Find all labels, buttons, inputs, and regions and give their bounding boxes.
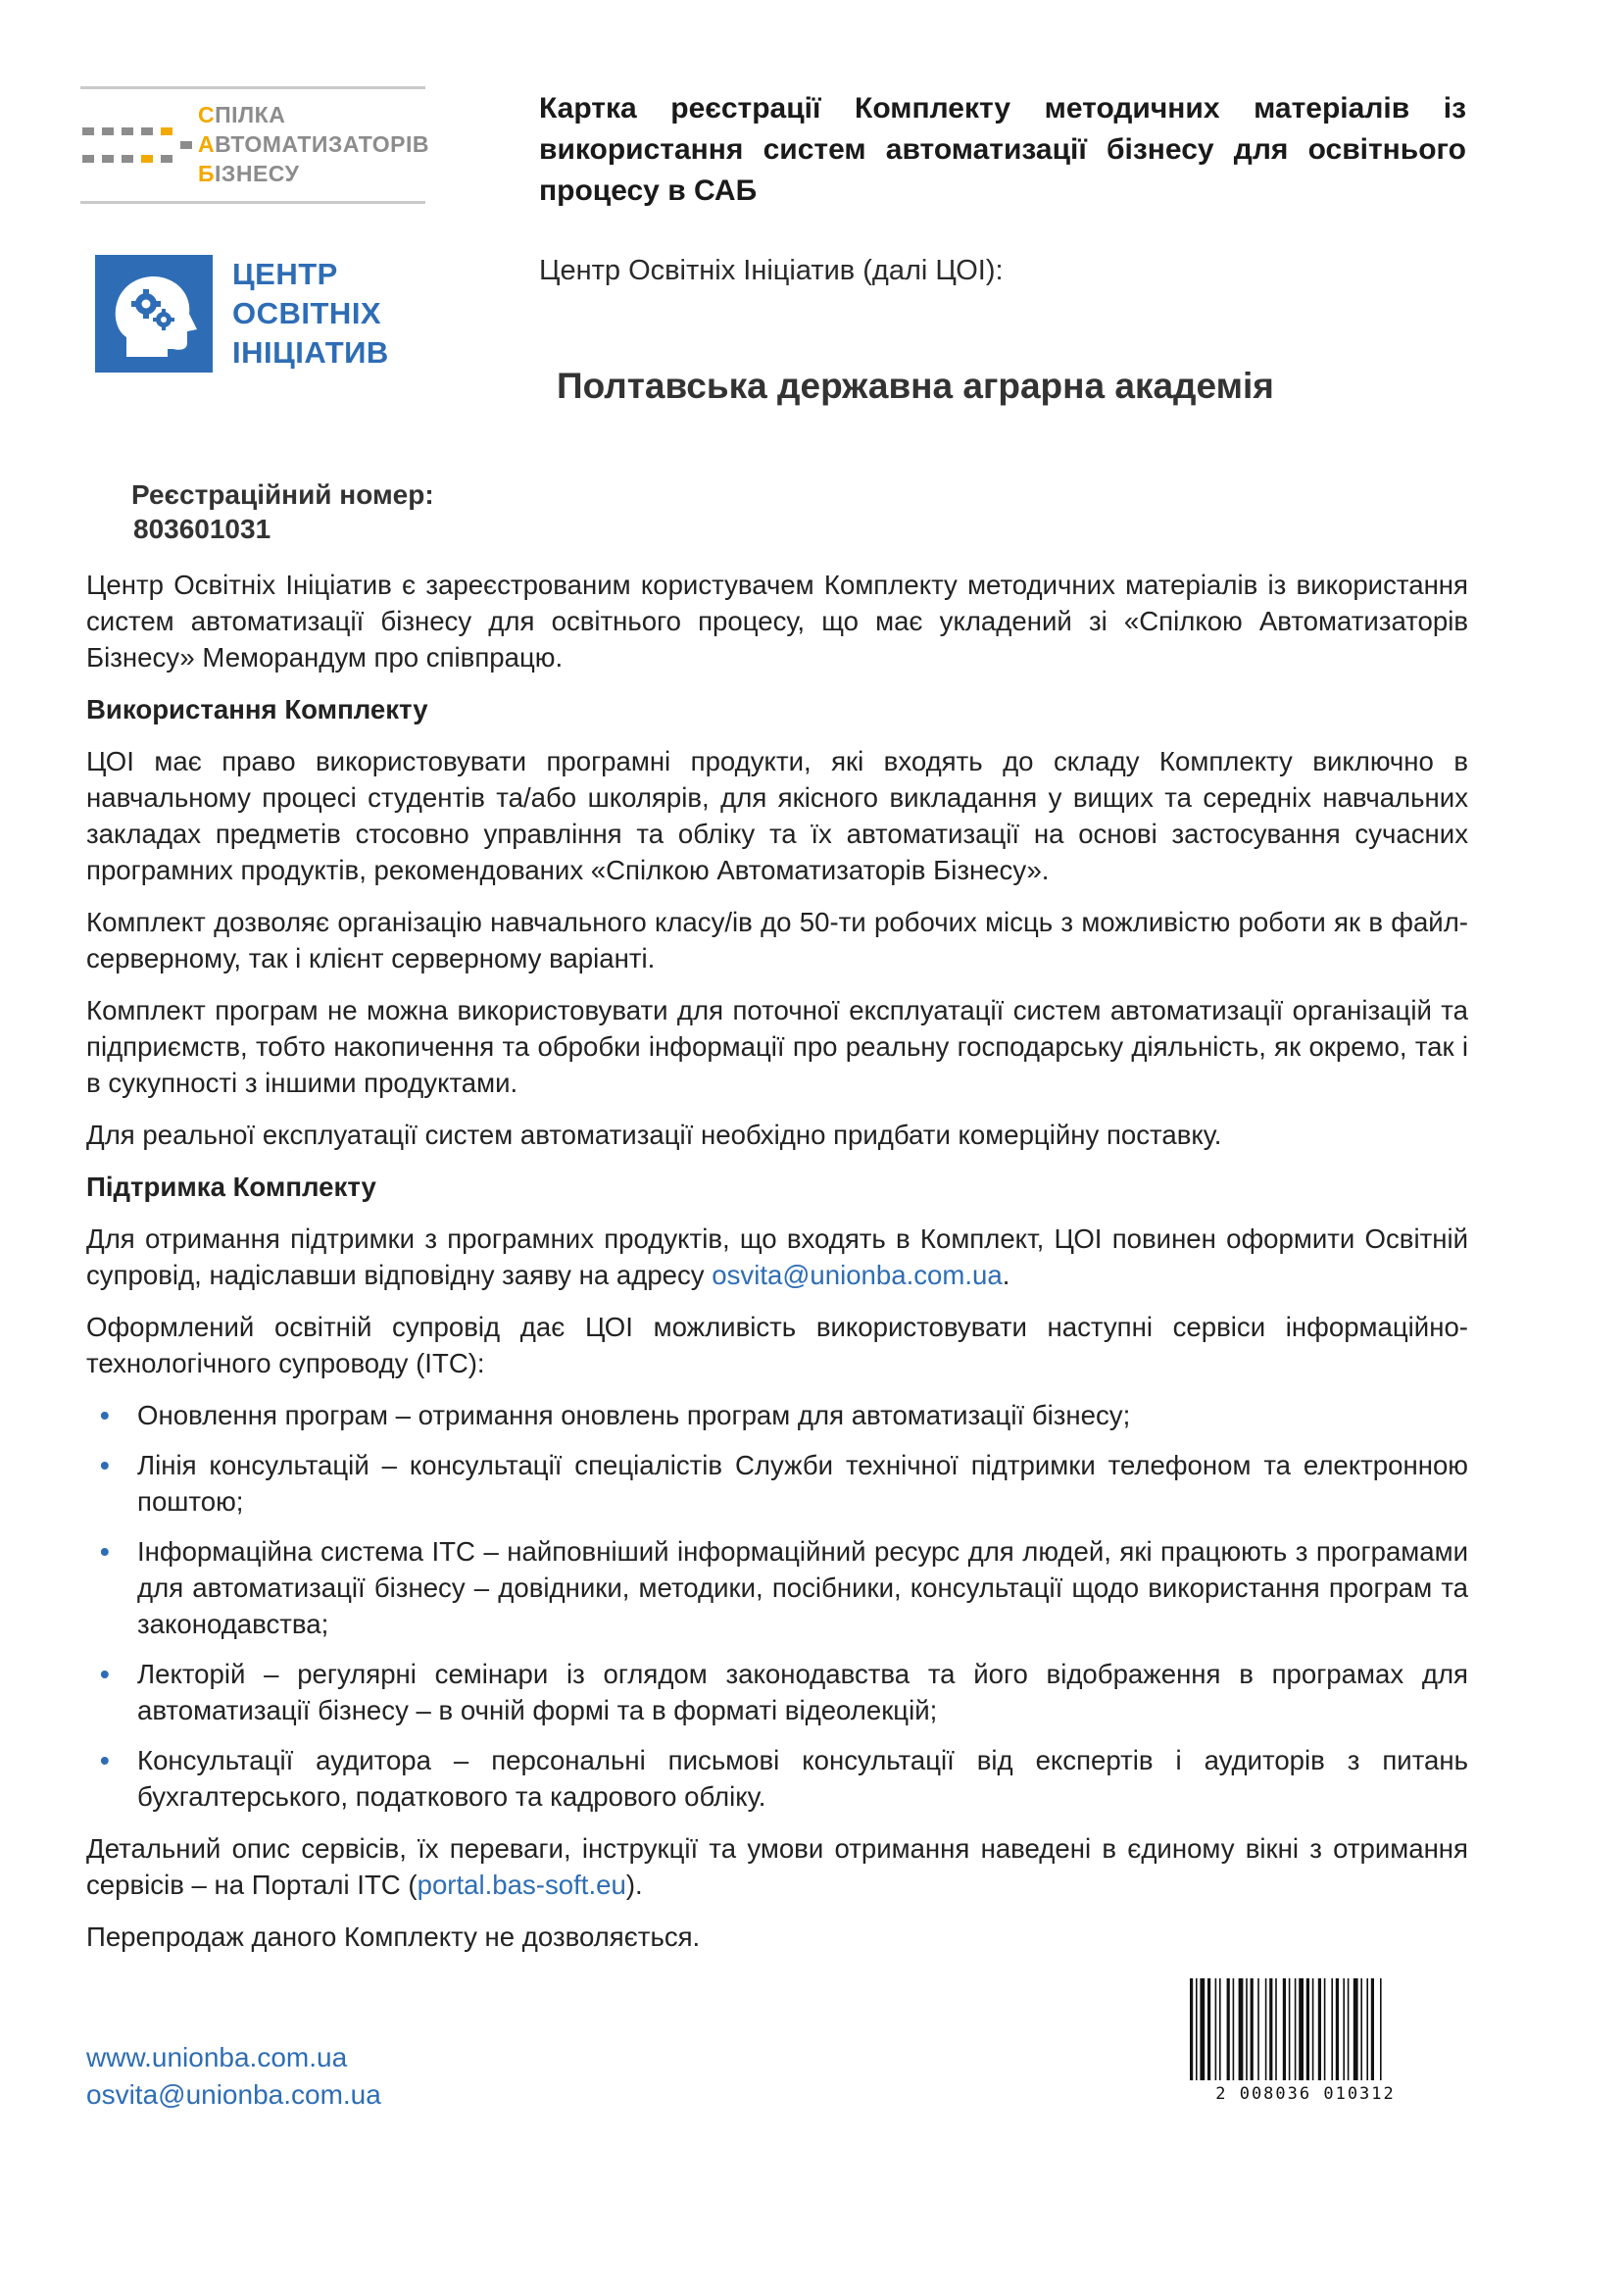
- support-heading: Підтримка Комплекту: [86, 1172, 376, 1202]
- bullet-icon: •: [100, 1450, 110, 1480]
- bullet-icon: •: [100, 1536, 110, 1567]
- list-item: • Консультації аудитора – персональні письмові консультації від експертів і аудиторів з питань бухгалтерського, податкового та кадрового обліку.: [86, 1742, 1468, 1815]
- website-link[interactable]: www.unionba.com.ua: [86, 2042, 348, 2072]
- barcode-bars: [1188, 1978, 1423, 2082]
- barcode: [1188, 1978, 1423, 2106]
- logo-divider: [80, 201, 425, 204]
- resale-notice: Перепродаж даного Комплекту не дозволяється.: [86, 1921, 701, 1952]
- portal-link[interactable]: portal.bas-soft.eu: [417, 1870, 626, 1900]
- email-link[interactable]: osvita@unionba.com.ua: [712, 1260, 1003, 1290]
- logo-dot: [102, 155, 114, 163]
- logo-divider: [80, 86, 425, 89]
- intro-paragraph: Центр Освітніх Ініціатив є зареєстрованим користувачем Комплекту методичних матеріалів із використання систем автоматизації бізнесу для освітнього процесу, що має укладений зі «Спілкою Автоматизаторів Бізнесу» Меморандум про співпрацю.: [86, 570, 1468, 673]
- services-list: [86, 1397, 1468, 1815]
- page-title: Картка реєстрації Комплекту методичних матеріалів із використання систем автоматизації бізнесу для освітнього процесу в САБ: [539, 92, 1466, 207]
- usage-paragraph: Для реальної експлуатації систем автоматизації необхідно придбати комерційну поставку.: [86, 1120, 1222, 1150]
- list-item: • Оновлення програм – отримання оновлень програм для автоматизації бізнесу;: [86, 1397, 1468, 1433]
- sab-logo: [80, 86, 430, 204]
- list-item: • Інформаційна система ІТС – найповніший інформаційний ресурс для людей, які працюють з програмами для автоматизації бізнесу – довідники, методики, посібники, консультації щодо використання програм та законодавства;: [86, 1533, 1468, 1642]
- usage-paragraph: Комплект дозволяє організацію навчального класу/ів до 50-ти робочих місць з можливістю роботи як в файл-серверному, так і клієнт серверному варіанті.: [86, 907, 1468, 973]
- document-body: [86, 567, 1468, 1971]
- details-paragraph: Детальний опис сервісів, їх переваги, інструкції та умови отримання наведені в єдиному вікні з отримання сервісів – на Порталі ІТС (portal.bas-soft.eu).: [86, 1833, 1468, 1900]
- coi-logo-text: ЦЕНТР ОСВІТНІХ ІНІЦІАТИВ: [232, 257, 389, 370]
- logo-dot: [161, 127, 172, 135]
- bullet-icon: •: [100, 1400, 110, 1430]
- coi-intro: Центр Освітніх Ініціатив (далі ЦОІ):: [539, 255, 1004, 286]
- sab-logo-text: СПІЛКА АВТОМАТИЗАТОРІВ БІЗНЕСУ: [198, 102, 430, 186]
- usage-paragraph: ЦОІ має право використовувати програмні продукти, які входять до складу Комплекту виключно в навчальному процесі студентів та/або школярів, для якісного викладання у вищих та середніх навчальних закладах предметів стосовно управління та обліку та їх автоматизації на основі застосування сучасних програмних продуктів, рекомендованих «Спілкою Автоматизаторів Бізнесу».: [86, 746, 1468, 885]
- footer-email-link[interactable]: osvita@unionba.com.ua: [86, 2079, 381, 2110]
- logo-dot: [141, 127, 153, 135]
- list-item: • Лінія консультацій – консультації спеціалістів Служби технічної підтримки телефоном та електронною поштою;: [86, 1447, 1468, 1520]
- bullet-icon: •: [100, 1659, 110, 1689]
- logo-dot: [122, 155, 133, 163]
- usage-heading: Використання Комплекту: [86, 694, 428, 724]
- usage-paragraph: Комплект програм не можна використовувати для поточної експлуатації систем автоматизації організацій та підприємств, тобто накопичення та обробки інформації про реальну господарську діяльність, як окремо, так і в сукупності з іншими продуктами.: [86, 995, 1468, 1098]
- footer-links: [86, 2039, 381, 2114]
- logo-dot: [141, 155, 153, 163]
- support-paragraph: Оформлений освітній супровід дає ЦОІ можливість використовувати наступні сервіси інформаційно-технологічного супроводу (ІТС):: [86, 1312, 1468, 1378]
- logo-dot: [82, 155, 94, 163]
- logo-dot: [82, 127, 94, 135]
- organization-name: Полтавська державна аграрна академія: [557, 366, 1274, 406]
- bullet-icon: •: [100, 1745, 110, 1775]
- logo-dot: [122, 127, 133, 135]
- list-item: • Лекторій – регулярні семінари із оглядом законодавства та його відображення в програмах для автоматизації бізнесу – в очній формі та в форматі відеолекцій;: [86, 1656, 1468, 1728]
- barcode-number: 2 008036 010312: [1215, 2084, 1396, 2104]
- registration-label: Реєстраційний номер:: [131, 479, 434, 510]
- support-paragraph: Для отримання підтримки з програмних продуктів, що входять в Комплект, ЦОІ повинен оформити Освітній супровід, надіславши відповідну заяву на адресу osvita@unionba.com.ua.: [86, 1223, 1468, 1290]
- logo-dot: [161, 155, 172, 163]
- logo-dot: [102, 127, 114, 135]
- logo-dot: [180, 141, 192, 149]
- coi-logo: [95, 255, 448, 373]
- head-gears-icon: [95, 255, 213, 373]
- registration-number: 803601031: [133, 514, 271, 544]
